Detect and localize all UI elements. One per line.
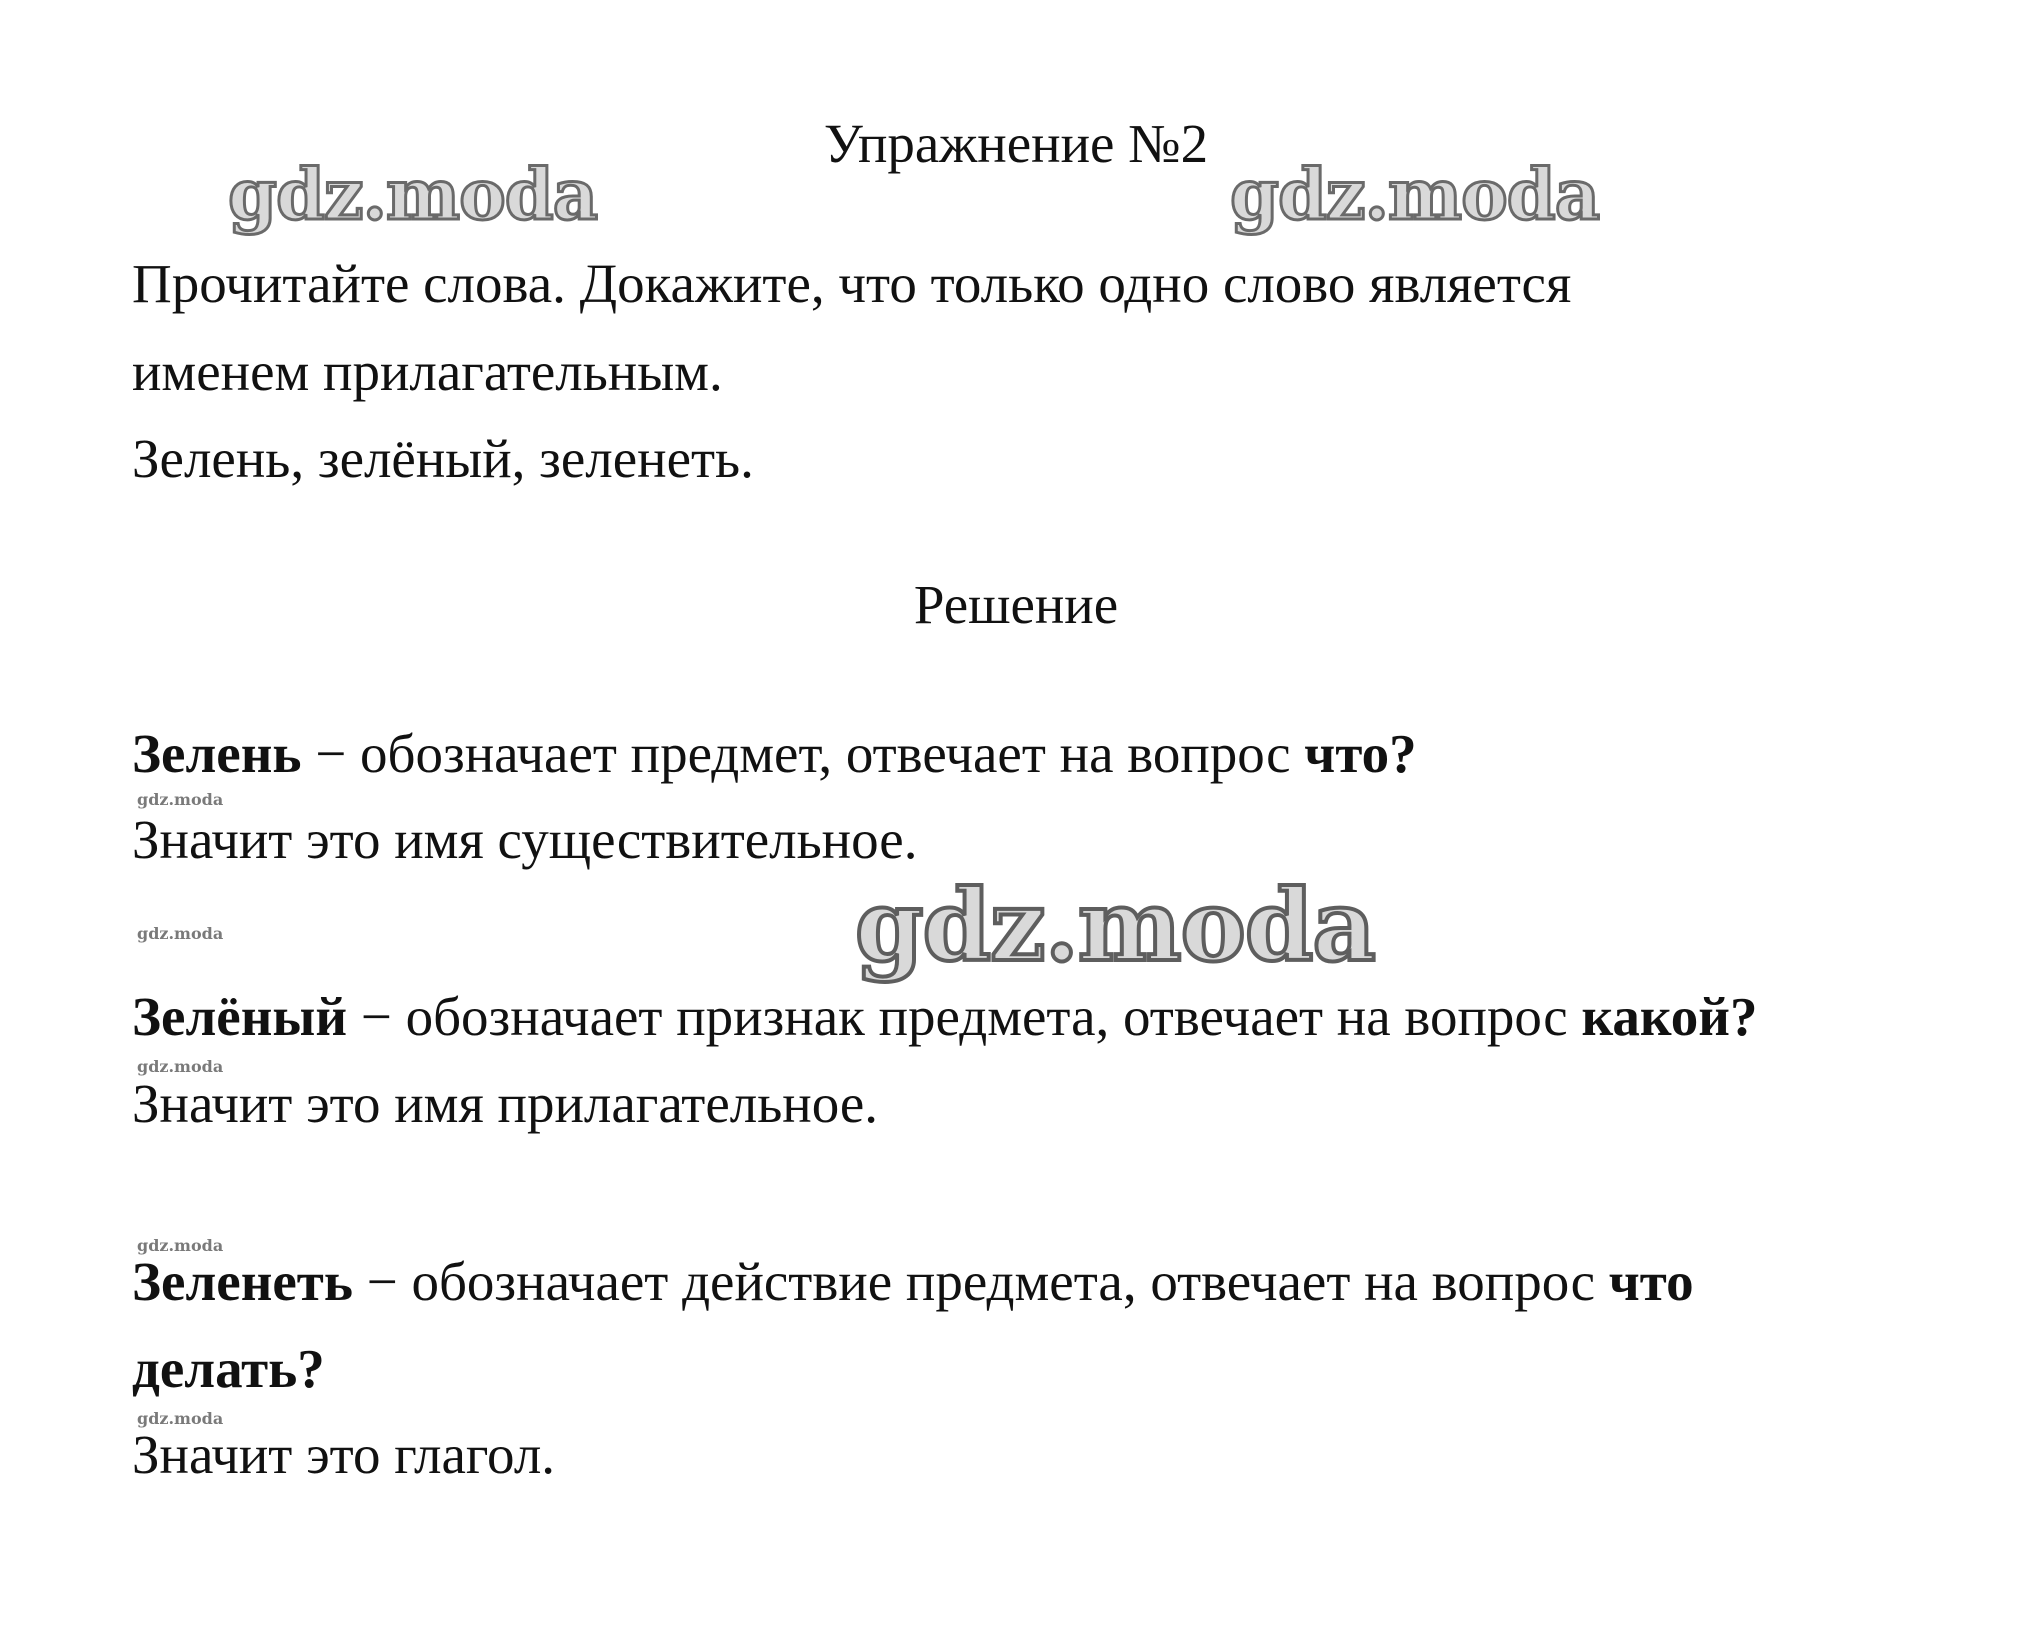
watermark-small: gdz.moda [137,1057,224,1076]
watermark-logo: gdz.moda [1230,153,1600,236]
solution-word: Зелень [132,723,302,784]
solution-question: что? [1304,723,1417,784]
task-text-line-1: Прочитайте слова. Докажите, что только одно слово является [132,253,1572,314]
solution-question: какой? [1581,986,1758,1047]
solution-item-3 [132,1250,1694,1314]
solution-conclusion-3: Значит это глагол. [132,1424,556,1485]
solution-heading: Решение [913,574,1119,635]
task-words: Зелень, зелёный, зеленеть. [132,428,754,489]
solution-question: что [1608,1251,1694,1312]
solution-item-3-continuation [132,1337,325,1401]
solution-word: Зеленеть [132,1251,353,1312]
solution-conclusion-2: Значит это имя прилагательное. [132,1073,879,1134]
watermark-small: gdz.moda [137,1409,224,1428]
task-text-line-2: именем прилагательным. [132,341,723,402]
solution-item-2 [132,985,1757,1049]
solution-word: Зелёный [132,986,348,1047]
solution-explanation: − обозначает предмет, отвечает на вопрос [301,723,1305,784]
solution-item-1 [132,722,1417,786]
watermark-small: gdz.moda [137,790,224,809]
solution-explanation: − обозначает действие предмета, отвечает на вопрос [352,1251,1609,1312]
solution-question: делать? [132,1338,325,1399]
solution-explanation: − обозначает признак предмета, отвечает на вопрос [347,986,1582,1047]
exercise-title: Упражнение №2 [823,113,1209,174]
watermark-logo: gdz.moda [228,153,598,236]
solution-conclusion-1: Значит это имя существительное. [132,809,918,870]
watermark-small: gdz.moda [137,924,224,943]
watermark-logo: gdz.moda [855,869,1375,984]
watermark-small: gdz.moda [137,1236,224,1255]
